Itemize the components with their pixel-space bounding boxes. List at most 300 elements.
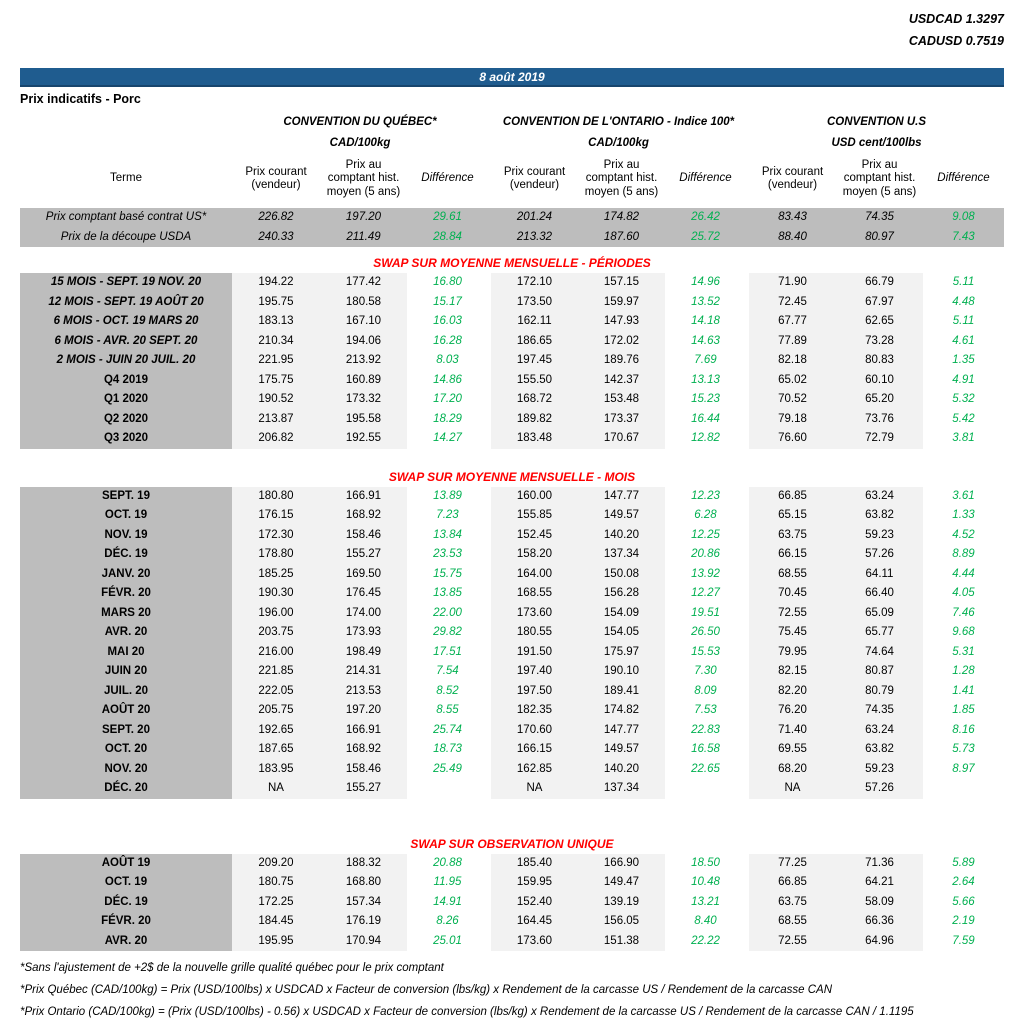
table-row — [20, 584, 1004, 604]
price-value: 82.15 — [749, 662, 836, 682]
price-value: 64.11 — [836, 565, 923, 585]
difference-value: 7.30 — [665, 662, 746, 682]
price-value: 70.45 — [749, 584, 836, 604]
price-value: 147.77 — [578, 487, 665, 507]
price-value: 65.15 — [749, 506, 836, 526]
price-value: 140.20 — [578, 760, 665, 780]
difference-value: 13.92 — [665, 565, 746, 585]
ontario-convention-header: CONVENTION DE L'ONTARIO - Indice 100* — [502, 116, 735, 128]
difference-value: 12.25 — [665, 526, 746, 546]
price-value: 88.40 — [749, 228, 836, 248]
row-label: JANV. 20 — [20, 565, 232, 585]
difference-value: 5.11 — [923, 273, 1004, 293]
price-value: 154.05 — [578, 623, 665, 643]
price-value: 190.10 — [578, 662, 665, 682]
price-value: 63.75 — [749, 893, 836, 913]
price-value: 167.10 — [320, 312, 407, 332]
difference-value: 4.52 — [923, 526, 1004, 546]
table-row — [20, 332, 1004, 352]
price-value: 168.72 — [491, 390, 578, 410]
price-value: 170.94 — [320, 932, 407, 952]
price-value: 174.82 — [578, 701, 665, 721]
difference-value: 17.51 — [407, 643, 488, 663]
convention-header-row — [20, 114, 1004, 130]
price-value: 63.24 — [836, 721, 923, 741]
row-label: OCT. 20 — [20, 740, 232, 760]
price-value: 64.21 — [836, 873, 923, 893]
unit-header-row — [20, 135, 1004, 151]
difference-value: 22.65 — [665, 760, 746, 780]
price-value: 68.55 — [749, 565, 836, 585]
price-value: 213.92 — [320, 351, 407, 371]
difference-value: 16.80 — [407, 273, 488, 293]
difference-value: 4.91 — [923, 371, 1004, 391]
price-value: 82.20 — [749, 682, 836, 702]
price-value: 180.55 — [491, 623, 578, 643]
difference-value: 7.43 — [923, 228, 1004, 248]
price-value: 72.55 — [749, 604, 836, 624]
table-row — [20, 912, 1004, 932]
price-value: 197.20 — [320, 701, 407, 721]
price-value: 169.50 — [320, 565, 407, 585]
price-value: 185.40 — [491, 854, 578, 874]
row-label: AVR. 20 — [20, 932, 232, 952]
price-value: 158.46 — [320, 526, 407, 546]
price-value: 177.42 — [320, 273, 407, 293]
price-value: 174.00 — [320, 604, 407, 624]
price-value: 66.36 — [836, 912, 923, 932]
row-label: NOV. 20 — [20, 760, 232, 780]
price-value: 149.57 — [578, 506, 665, 526]
difference-value: 1.35 — [923, 351, 1004, 371]
price-value: 175.75 — [232, 371, 320, 391]
difference-value: 15.17 — [407, 293, 488, 313]
price-value: 170.60 — [491, 721, 578, 741]
price-value: 82.18 — [749, 351, 836, 371]
price-value: 197.50 — [491, 682, 578, 702]
price-value: 173.93 — [320, 623, 407, 643]
price-value: 166.90 — [578, 854, 665, 874]
price-value: 153.48 — [578, 390, 665, 410]
price-value: 213.53 — [320, 682, 407, 702]
table-row — [20, 565, 1004, 585]
price-value: 168.92 — [320, 506, 407, 526]
row-label: NOV. 19 — [20, 526, 232, 546]
table-row — [20, 604, 1004, 624]
price-value: 70.52 — [749, 390, 836, 410]
table-row — [20, 390, 1004, 410]
difference-value: 26.50 — [665, 623, 746, 643]
price-value: 166.15 — [491, 740, 578, 760]
difference-value: 1.28 — [923, 662, 1004, 682]
table-row — [20, 410, 1004, 430]
price-value: 188.32 — [320, 854, 407, 874]
price-value: 197.40 — [491, 662, 578, 682]
price-value: 206.82 — [232, 429, 320, 449]
price-value: 79.95 — [749, 643, 836, 663]
row-label: SEPT. 20 — [20, 721, 232, 741]
price-value: 166.91 — [320, 721, 407, 741]
difference-value: 6.28 — [665, 506, 746, 526]
price-value: 73.76 — [836, 410, 923, 430]
difference-value: 14.86 — [407, 371, 488, 391]
difference-value: 13.84 — [407, 526, 488, 546]
price-value: 160.00 — [491, 487, 578, 507]
difference-value: 5.11 — [923, 312, 1004, 332]
quebec-hist-price-header: Prix au comptant hist. moyen (5 ans) — [326, 158, 401, 198]
difference-value: 12.23 — [665, 487, 746, 507]
row-label: MARS 20 — [20, 604, 232, 624]
difference-value: 22.22 — [665, 932, 746, 952]
price-value: 196.00 — [232, 604, 320, 624]
price-value: 183.13 — [232, 312, 320, 332]
table-row — [20, 506, 1004, 526]
price-value: 63.82 — [836, 740, 923, 760]
price-value: 76.60 — [749, 429, 836, 449]
difference-value: 14.96 — [665, 273, 746, 293]
price-value: 173.32 — [320, 390, 407, 410]
difference-value: 26.42 — [665, 208, 746, 228]
difference-value: 25.74 — [407, 721, 488, 741]
difference-value: 12.27 — [665, 584, 746, 604]
difference-value: 15.53 — [665, 643, 746, 663]
price-value: 71.40 — [749, 721, 836, 741]
difference-value: 19.51 — [665, 604, 746, 624]
price-value: 187.60 — [578, 228, 665, 248]
row-label: 6 MOIS - OCT. 19 MARS 20 — [20, 312, 232, 332]
price-value: 59.23 — [836, 760, 923, 780]
row-label: 6 MOIS - AVR. 20 SEPT. 20 — [20, 332, 232, 352]
price-value: NA — [232, 779, 320, 799]
table-row — [20, 293, 1004, 313]
price-value: 80.83 — [836, 351, 923, 371]
price-value: 74.64 — [836, 643, 923, 663]
difference-value: 13.52 — [665, 293, 746, 313]
price-value: 72.79 — [836, 429, 923, 449]
table-row — [20, 371, 1004, 391]
row-label: AVR. 20 — [20, 623, 232, 643]
price-value: 80.97 — [836, 228, 923, 248]
difference-value — [407, 779, 488, 799]
price-value: 66.15 — [749, 545, 836, 565]
difference-value: 4.05 — [923, 584, 1004, 604]
price-value: 210.34 — [232, 332, 320, 352]
price-value: 73.28 — [836, 332, 923, 352]
price-value: 198.49 — [320, 643, 407, 663]
price-value: 192.55 — [320, 429, 407, 449]
table-row — [20, 351, 1004, 371]
price-value: 72.55 — [749, 932, 836, 952]
price-value: 190.30 — [232, 584, 320, 604]
footnotes — [20, 957, 1004, 1023]
difference-value: 25.72 — [665, 228, 746, 248]
difference-value: 2.64 — [923, 873, 1004, 893]
table-row — [20, 854, 1004, 874]
price-value: 211.49 — [320, 228, 407, 248]
difference-value: 7.54 — [407, 662, 488, 682]
row-label: JUIL. 20 — [20, 682, 232, 702]
table-row — [20, 682, 1004, 702]
difference-value: 3.81 — [923, 429, 1004, 449]
price-value: 190.52 — [232, 390, 320, 410]
column-header-row — [20, 156, 1004, 202]
price-table — [20, 208, 1004, 951]
price-value: 65.02 — [749, 371, 836, 391]
table-row — [20, 760, 1004, 780]
price-value: 155.50 — [491, 371, 578, 391]
row-label: Q4 2019 — [20, 371, 232, 391]
difference-value: 4.48 — [923, 293, 1004, 313]
row-label: 12 MOIS - SEPT. 19 AOÛT 20 — [20, 293, 232, 313]
price-value: 157.34 — [320, 893, 407, 913]
difference-value: 5.73 — [923, 740, 1004, 760]
price-value: 155.85 — [491, 506, 578, 526]
price-value: 173.50 — [491, 293, 578, 313]
price-value: 77.25 — [749, 854, 836, 874]
difference-value — [665, 779, 746, 799]
difference-value: 4.44 — [923, 565, 1004, 585]
price-value: 164.00 — [491, 565, 578, 585]
price-value: 183.48 — [491, 429, 578, 449]
price-value: 57.26 — [836, 545, 923, 565]
difference-value: 22.83 — [665, 721, 746, 741]
price-value: 149.47 — [578, 873, 665, 893]
price-value: 80.79 — [836, 682, 923, 702]
price-value: 187.65 — [232, 740, 320, 760]
row-label: Q1 2020 — [20, 390, 232, 410]
price-value: 176.15 — [232, 506, 320, 526]
difference-value: 22.00 — [407, 604, 488, 624]
price-value: 176.45 — [320, 584, 407, 604]
row-label: Q2 2020 — [20, 410, 232, 430]
table-row — [20, 545, 1004, 565]
table-row — [20, 623, 1004, 643]
table-row — [20, 779, 1004, 799]
price-value: 147.77 — [578, 721, 665, 741]
difference-value: 13.13 — [665, 371, 746, 391]
price-value: 221.85 — [232, 662, 320, 682]
difference-value: 17.20 — [407, 390, 488, 410]
usdcad-rate: USDCAD 1.3297 — [908, 12, 1004, 26]
price-value: 172.10 — [491, 273, 578, 293]
price-value: 65.09 — [836, 604, 923, 624]
price-value: 57.26 — [836, 779, 923, 799]
difference-value: 5.32 — [923, 390, 1004, 410]
table-row — [20, 312, 1004, 332]
price-value: 178.80 — [232, 545, 320, 565]
difference-value: 16.03 — [407, 312, 488, 332]
table-row — [20, 873, 1004, 893]
difference-value: 23.53 — [407, 545, 488, 565]
price-value: 152.40 — [491, 893, 578, 913]
price-value: 209.20 — [232, 854, 320, 874]
row-label: FÉVR. 20 — [20, 912, 232, 932]
price-value: 76.20 — [749, 701, 836, 721]
difference-value: 8.26 — [407, 912, 488, 932]
table-row — [20, 721, 1004, 741]
difference-value: 4.61 — [923, 332, 1004, 352]
difference-value: 1.41 — [923, 682, 1004, 702]
price-value: 168.55 — [491, 584, 578, 604]
difference-value: 8.52 — [407, 682, 488, 702]
price-value: 183.95 — [232, 760, 320, 780]
price-value: 65.20 — [836, 390, 923, 410]
price-value: 182.35 — [491, 701, 578, 721]
price-value: 194.22 — [232, 273, 320, 293]
price-value: NA — [749, 779, 836, 799]
difference-value: 10.48 — [665, 873, 746, 893]
table-row — [20, 643, 1004, 663]
row-label: Prix de la découpe USDA — [20, 228, 232, 248]
price-value: 174.82 — [578, 208, 665, 228]
difference-value: 7.69 — [665, 351, 746, 371]
difference-value: 1.33 — [923, 506, 1004, 526]
price-value: 222.05 — [232, 682, 320, 702]
terme-column-header: Terme — [110, 172, 142, 185]
difference-value: 13.21 — [665, 893, 746, 913]
price-value: 159.97 — [578, 293, 665, 313]
price-value: 152.45 — [491, 526, 578, 546]
price-value: 205.75 — [232, 701, 320, 721]
table-row — [20, 701, 1004, 721]
table-row — [20, 662, 1004, 682]
price-value: 65.77 — [836, 623, 923, 643]
difference-value: 5.89 — [923, 854, 1004, 874]
price-value: 83.43 — [749, 208, 836, 228]
price-value: 158.46 — [320, 760, 407, 780]
difference-value: 7.53 — [665, 701, 746, 721]
price-value: 195.95 — [232, 932, 320, 952]
us-difference-header: Différence — [937, 172, 990, 185]
price-value: 197.20 — [320, 208, 407, 228]
price-value: 150.08 — [578, 565, 665, 585]
footnote-quebec-formula: *Prix Québec (CAD/100kg) = Prix (USD/100lbs) x USDCAD x Facteur de conversion (lbs/kg) x Rendement de la carcasse US / Rendement de la carcasse CAN — [20, 984, 833, 996]
price-value: 72.45 — [749, 293, 836, 313]
difference-value: 8.89 — [923, 545, 1004, 565]
table-row — [20, 208, 1004, 228]
difference-value: 14.27 — [407, 429, 488, 449]
difference-value: 29.61 — [407, 208, 488, 228]
difference-value: 28.84 — [407, 228, 488, 248]
difference-value: 8.40 — [665, 912, 746, 932]
price-value: 66.85 — [749, 873, 836, 893]
difference-value: 9.68 — [923, 623, 1004, 643]
table-row — [20, 228, 1004, 248]
difference-value: 14.63 — [665, 332, 746, 352]
price-value: 168.80 — [320, 873, 407, 893]
difference-value: 13.89 — [407, 487, 488, 507]
price-value: 142.37 — [578, 371, 665, 391]
price-value: 180.80 — [232, 487, 320, 507]
table-row — [20, 740, 1004, 760]
price-value: 158.20 — [491, 545, 578, 565]
price-value: 184.45 — [232, 912, 320, 932]
difference-value: 5.31 — [923, 643, 1004, 663]
price-value: 71.36 — [836, 854, 923, 874]
price-value: 68.55 — [749, 912, 836, 932]
difference-value: 15.23 — [665, 390, 746, 410]
price-value: 189.76 — [578, 351, 665, 371]
difference-value: 7.23 — [407, 506, 488, 526]
difference-value: 8.03 — [407, 351, 488, 371]
footnote-ontario-formula: *Prix Ontario (CAD/100kg) = (Prix (USD/100lbs) - 0.56) x USDCAD x Facteur de conversion (lbs/kg) x Rendement de la carcasse US / Rendement de la carcasse CAN / 1.1195 — [20, 1006, 914, 1018]
row-label: DÉC. 20 — [20, 779, 232, 799]
price-value: 176.19 — [320, 912, 407, 932]
price-value: 63.24 — [836, 487, 923, 507]
difference-value: 18.29 — [407, 410, 488, 430]
quebec-convention-header: CONVENTION DU QUÉBEC* — [283, 116, 437, 128]
price-value: 155.27 — [320, 545, 407, 565]
us-current-price-header: Prix courant (vendeur) — [761, 165, 824, 191]
table-row — [20, 487, 1004, 507]
table-row — [20, 273, 1004, 293]
price-value: 172.02 — [578, 332, 665, 352]
row-label: 2 MOIS - JUIN 20 JUIL. 20 — [20, 351, 232, 371]
row-label: OCT. 19 — [20, 506, 232, 526]
us-unit-label: USD cent/100lbs — [831, 137, 922, 149]
row-label: DÉC. 19 — [20, 893, 232, 913]
difference-value: 12.82 — [665, 429, 746, 449]
row-label: MAI 20 — [20, 643, 232, 663]
difference-value: 18.50 — [665, 854, 746, 874]
price-value: 156.05 — [578, 912, 665, 932]
price-value: 147.93 — [578, 312, 665, 332]
difference-value: 8.55 — [407, 701, 488, 721]
section-title: SWAP SUR MOYENNE MENSUELLE - MOIS — [388, 469, 636, 484]
price-value: 170.67 — [578, 429, 665, 449]
price-value: 197.45 — [491, 351, 578, 371]
row-label: JUIN 20 — [20, 662, 232, 682]
price-value: 194.06 — [320, 332, 407, 352]
price-value: 162.85 — [491, 760, 578, 780]
difference-value: 25.49 — [407, 760, 488, 780]
price-value: 154.09 — [578, 604, 665, 624]
row-label: AOÛT 20 — [20, 701, 232, 721]
price-value: 189.82 — [491, 410, 578, 430]
price-value: 67.77 — [749, 312, 836, 332]
price-value: 240.33 — [232, 228, 320, 248]
difference-value: 5.66 — [923, 893, 1004, 913]
price-value: 67.97 — [836, 293, 923, 313]
price-value: 149.57 — [578, 740, 665, 760]
price-value: 226.82 — [232, 208, 320, 228]
price-value: 186.65 — [491, 332, 578, 352]
difference-value: 13.85 — [407, 584, 488, 604]
ontario-unit-label: CAD/100kg — [588, 137, 649, 149]
row-label: SEPT. 19 — [20, 487, 232, 507]
difference-value: 3.61 — [923, 487, 1004, 507]
fx-rates — [20, 0, 1004, 52]
difference-value: 14.91 — [407, 893, 488, 913]
price-value: 157.15 — [578, 273, 665, 293]
price-value: 139.19 — [578, 893, 665, 913]
section-title: SWAP SUR OBSERVATION UNIQUE — [410, 836, 614, 851]
difference-value: 16.58 — [665, 740, 746, 760]
price-value: 172.30 — [232, 526, 320, 546]
price-value: 71.90 — [749, 273, 836, 293]
date-banner — [20, 68, 1004, 87]
price-value: 159.95 — [491, 873, 578, 893]
price-value: 214.31 — [320, 662, 407, 682]
price-value: 160.89 — [320, 371, 407, 391]
row-label: 15 MOIS - SEPT. 19 NOV. 20 — [20, 273, 232, 293]
row-label: AOÛT 19 — [20, 854, 232, 874]
price-value: 64.96 — [836, 932, 923, 952]
table-row — [20, 526, 1004, 546]
price-value: 140.20 — [578, 526, 665, 546]
row-label: DÉC. 19 — [20, 545, 232, 565]
price-value: 66.79 — [836, 273, 923, 293]
